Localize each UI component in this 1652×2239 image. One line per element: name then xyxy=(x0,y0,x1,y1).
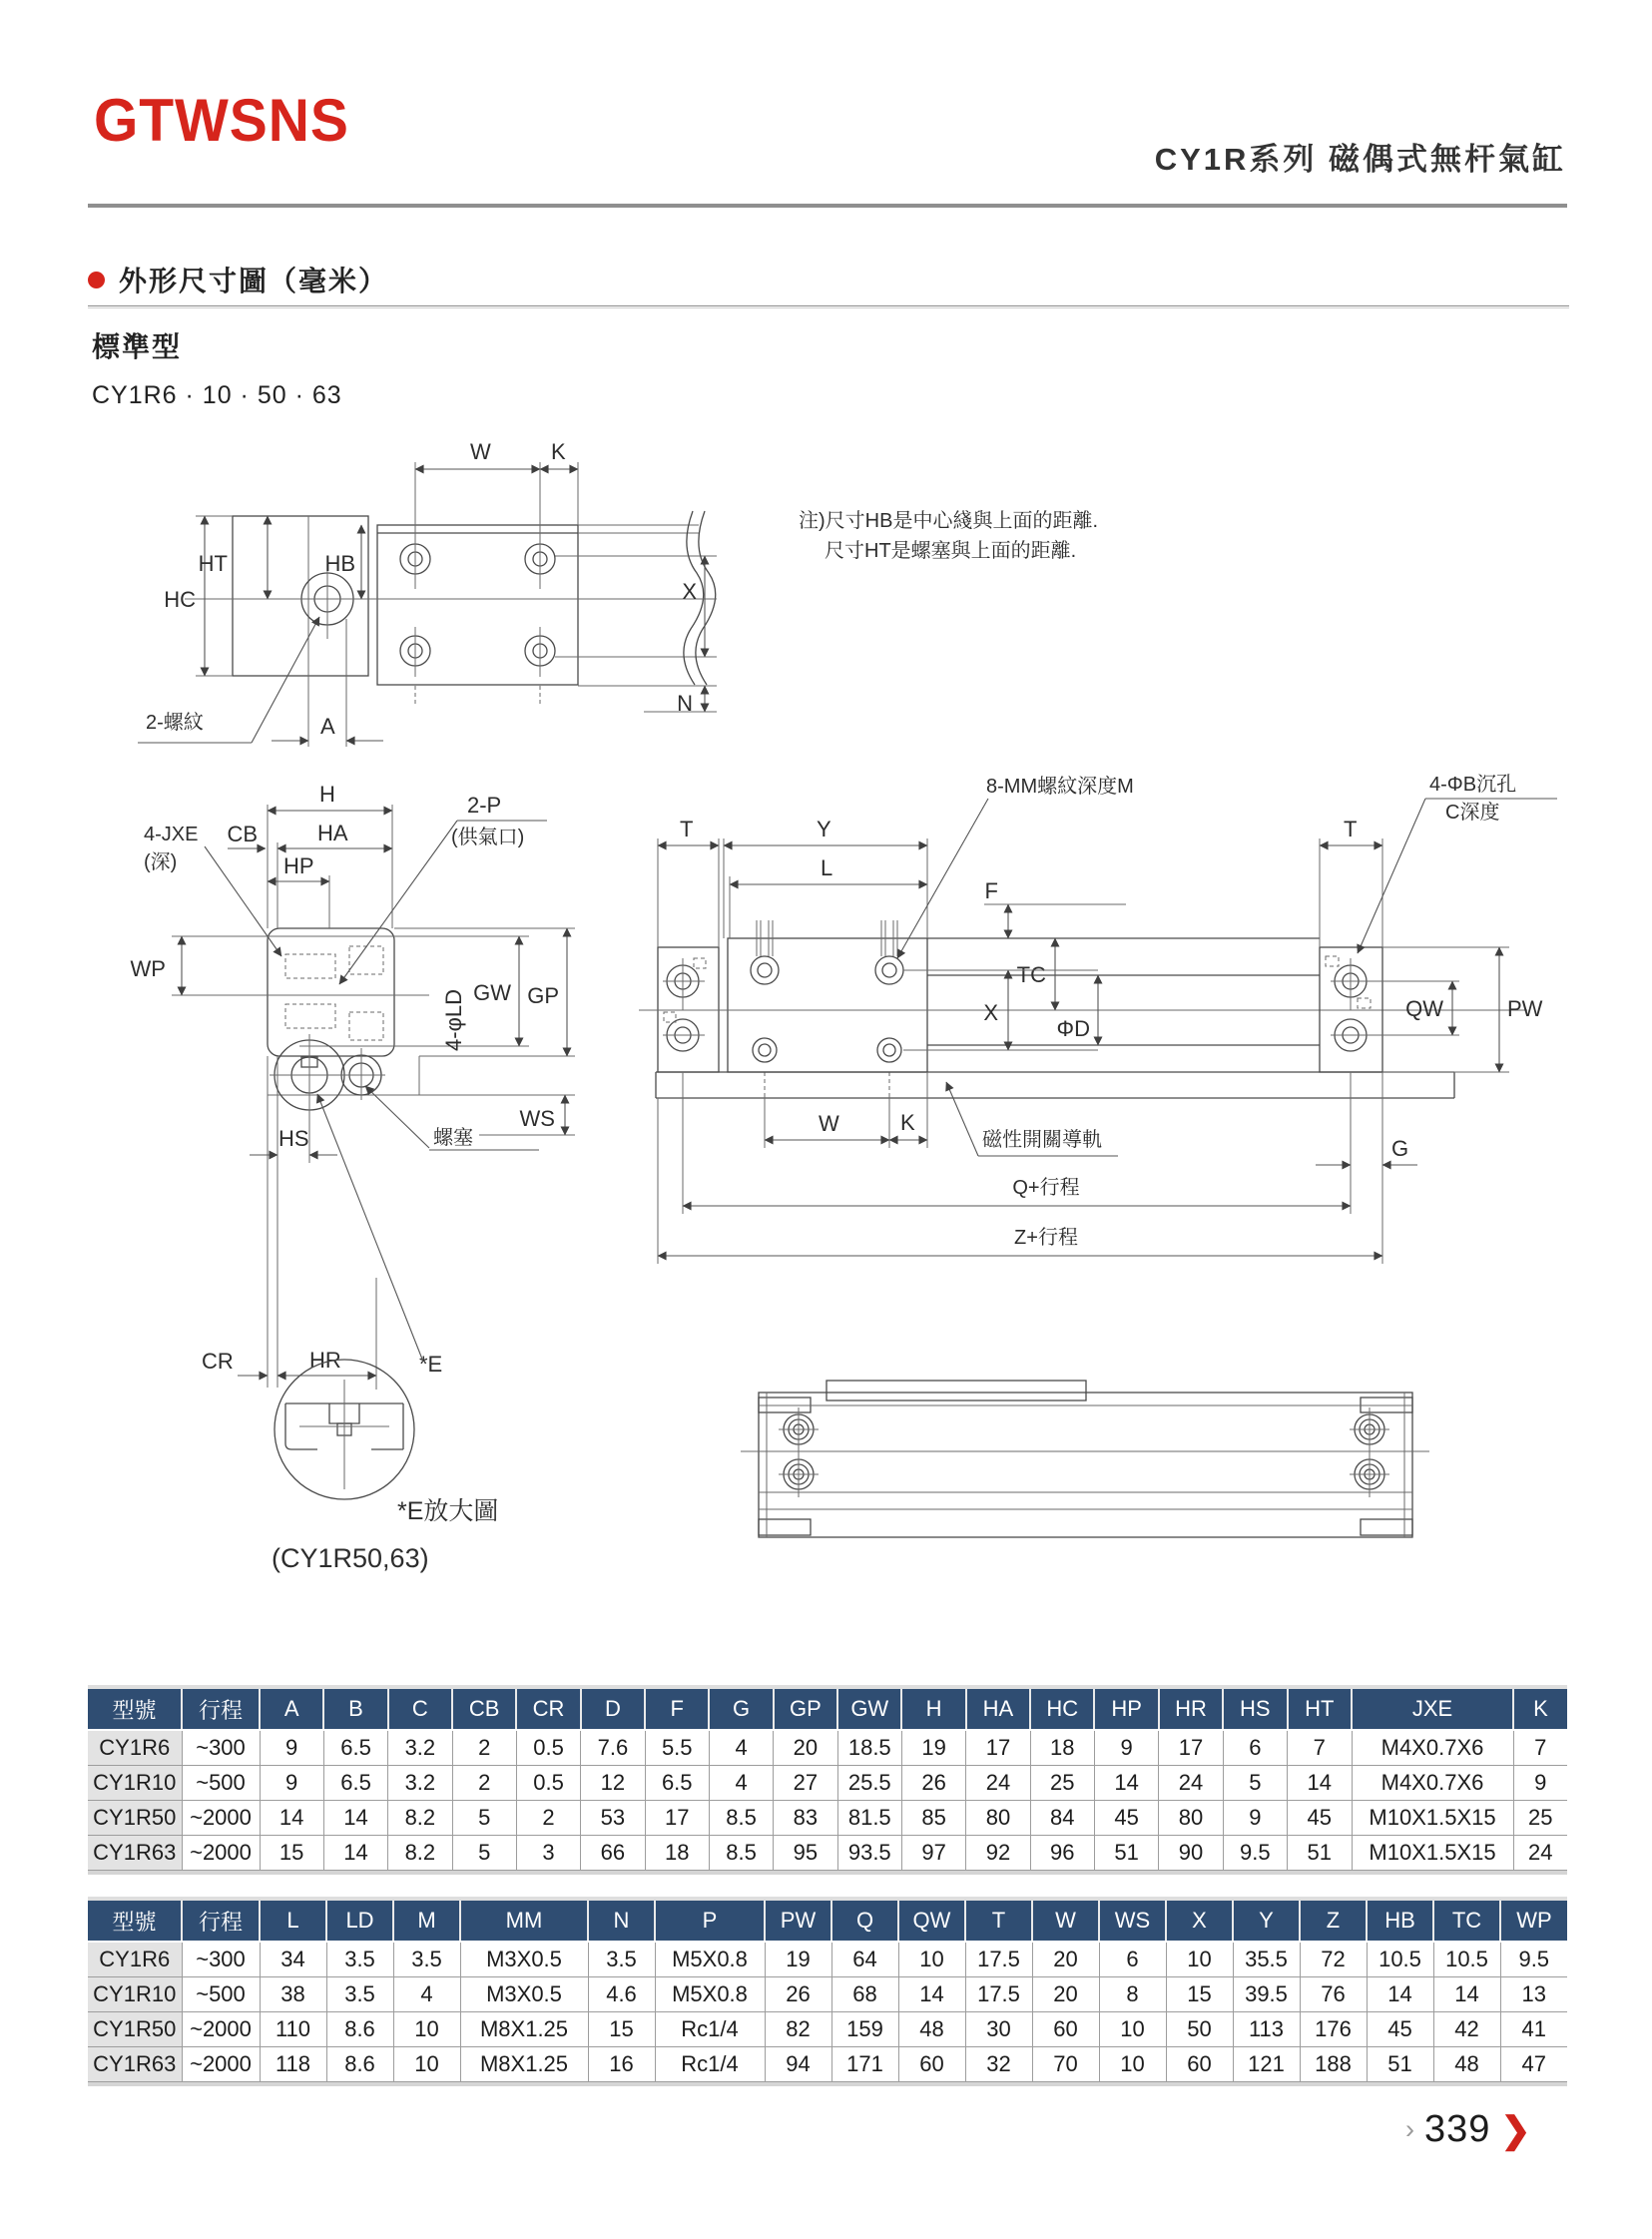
dim-hs: HS xyxy=(278,1126,309,1151)
value-cell: 53 xyxy=(581,1801,645,1836)
column-header: P xyxy=(655,1901,765,1942)
value-cell: 60 xyxy=(1032,2012,1099,2047)
value-cell: 35.5 xyxy=(1233,1942,1300,1977)
column-header: 行程 xyxy=(182,1901,260,1942)
value-cell: 25 xyxy=(1513,1801,1567,1836)
next-chevron-icon: ❯ xyxy=(1500,2108,1531,2150)
port-callout: 2-P xyxy=(467,793,502,818)
column-header: H xyxy=(901,1689,965,1730)
value-cell: M8X1.25 xyxy=(460,2047,588,2082)
value-cell: 51 xyxy=(1094,1836,1158,1871)
table1-header-row xyxy=(88,1689,1567,1730)
value-cell: 24 xyxy=(966,1766,1030,1801)
value-cell: 0.5 xyxy=(516,1766,580,1801)
value-cell: 6.5 xyxy=(645,1766,709,1801)
column-header: X xyxy=(1166,1901,1233,1942)
value-cell: M10X1.5X15 xyxy=(1352,1836,1513,1871)
column-header: PW xyxy=(765,1901,831,1942)
value-cell: 8.2 xyxy=(388,1836,452,1871)
value-cell: 17 xyxy=(645,1801,709,1836)
value-cell: 5.5 xyxy=(645,1730,709,1766)
column-header: N xyxy=(588,1901,655,1942)
value-cell: 51 xyxy=(1367,2047,1433,2082)
prev-chevron-icon: › xyxy=(1405,2114,1414,2144)
column-header: T xyxy=(965,1901,1032,1942)
value-cell: 9 xyxy=(1094,1730,1158,1766)
top-view-drawing xyxy=(138,439,1098,747)
value-cell: 7.6 xyxy=(581,1730,645,1766)
value-cell: 66 xyxy=(581,1836,645,1871)
value-cell: 94 xyxy=(765,2047,831,2082)
value-cell: 7 xyxy=(1288,1730,1353,1766)
table-row xyxy=(88,1977,1567,2012)
column-header: QW xyxy=(898,1901,965,1942)
value-cell: 84 xyxy=(1030,1801,1094,1836)
dimension-table-1-wrap xyxy=(88,1685,1567,1875)
dim-gp: GP xyxy=(527,983,559,1008)
column-header: HB xyxy=(1367,1901,1433,1942)
value-cell: 39.5 xyxy=(1233,1977,1300,2012)
value-cell: 68 xyxy=(831,1977,898,2012)
value-cell: 19 xyxy=(901,1730,965,1766)
value-cell: 26 xyxy=(765,1977,831,2012)
dim-k-side: K xyxy=(900,1110,915,1135)
value-cell: 81.5 xyxy=(837,1801,901,1836)
model-list: CY1R6 · 10 · 50 · 63 xyxy=(92,381,342,409)
value-cell: 95 xyxy=(774,1836,837,1871)
value-cell: 6.5 xyxy=(323,1766,387,1801)
value-cell: 34 xyxy=(260,1942,326,1977)
dimension-table-2-wrap xyxy=(88,1897,1567,2086)
value-cell: 12 xyxy=(581,1766,645,1801)
value-cell: 80 xyxy=(1159,1801,1223,1836)
dim-t-right: T xyxy=(1344,817,1358,841)
value-cell: 171 xyxy=(831,2047,898,2082)
dim-h: H xyxy=(319,782,335,807)
value-cell: 15 xyxy=(260,1836,323,1871)
dim-hp: HP xyxy=(283,853,314,878)
dim-w: W xyxy=(470,439,491,464)
model-cell: CY1R50 xyxy=(88,1801,182,1836)
plug-callout: 螺塞 xyxy=(433,1127,473,1149)
value-cell: 20 xyxy=(1032,1977,1099,2012)
dim-g: G xyxy=(1391,1136,1409,1161)
value-cell: 4 xyxy=(393,1977,460,2012)
value-cell: 121 xyxy=(1233,2047,1300,2082)
value-cell: 17.5 xyxy=(965,1977,1032,2012)
value-cell: 70 xyxy=(1032,2047,1099,2082)
dim-hc: HC xyxy=(164,587,196,612)
value-cell: 18 xyxy=(1030,1730,1094,1766)
column-header: Y xyxy=(1233,1901,1300,1942)
value-cell: 45 xyxy=(1288,1801,1353,1836)
value-cell: 159 xyxy=(831,2012,898,2047)
value-cell: 27 xyxy=(774,1766,837,1801)
value-cell: 6 xyxy=(1099,1942,1166,1977)
value-cell: 10 xyxy=(1099,2047,1166,2082)
value-cell: 96 xyxy=(1030,1836,1094,1871)
value-cell: 4 xyxy=(709,1730,773,1766)
dim-dia-d: ΦD xyxy=(1056,1016,1090,1041)
note-line-2: 尺寸HT是螺塞與上面的距離. xyxy=(825,540,1077,562)
column-header: F xyxy=(645,1689,709,1730)
value-cell: ~2000 xyxy=(182,2012,260,2047)
value-cell: 17 xyxy=(966,1730,1030,1766)
value-cell: 80 xyxy=(966,1801,1030,1836)
value-cell: 6.5 xyxy=(323,1730,387,1766)
column-header: CB xyxy=(452,1689,516,1730)
plan-view-drawing xyxy=(741,1381,1429,1537)
value-cell: 45 xyxy=(1094,1801,1158,1836)
value-cell: Rc1/4 xyxy=(655,2012,765,2047)
value-cell: 26 xyxy=(901,1766,965,1801)
dim-n: N xyxy=(677,691,693,716)
value-cell: 16 xyxy=(588,2047,655,2082)
value-cell: 90 xyxy=(1159,1836,1223,1871)
dim-pw: PW xyxy=(1507,996,1543,1021)
dim-t-left: T xyxy=(680,817,694,841)
value-cell: 45 xyxy=(1367,2012,1433,2047)
column-header: HA xyxy=(966,1689,1030,1730)
model-cell: CY1R6 xyxy=(88,1730,182,1766)
value-cell: ~300 xyxy=(182,1942,260,1977)
dim-w-side: W xyxy=(819,1111,839,1136)
value-cell: 3.2 xyxy=(388,1730,452,1766)
dim-x-side: X xyxy=(983,1000,998,1025)
value-cell: 14 xyxy=(1367,1977,1433,2012)
table-row xyxy=(88,1730,1567,1766)
model-cell: CY1R10 xyxy=(88,1766,182,1801)
value-cell: 8.6 xyxy=(326,2012,393,2047)
dim-l: L xyxy=(821,855,833,880)
value-cell: 18 xyxy=(645,1836,709,1871)
column-header: 型號 xyxy=(88,1901,182,1942)
value-cell: 60 xyxy=(898,2047,965,2082)
value-cell: 5 xyxy=(452,1836,516,1871)
e-detail-caption: *E放大圖 xyxy=(397,1497,499,1525)
port-callout-sub: (供氣口) xyxy=(451,827,525,848)
table-row xyxy=(88,2047,1567,2082)
value-cell: 14 xyxy=(1288,1766,1353,1801)
e-detail-drawing xyxy=(272,1360,498,1573)
dim-wp: WP xyxy=(130,956,166,981)
value-cell: 9.5 xyxy=(1500,1942,1567,1977)
model-cell: CY1R6 xyxy=(88,1942,182,1977)
model-cell: CY1R63 xyxy=(88,2047,182,2082)
e-detail-models: (CY1R50,63) xyxy=(272,1543,429,1573)
value-cell: 41 xyxy=(1500,2012,1567,2047)
dimension-table-2 xyxy=(88,1901,1567,2082)
value-cell: ~2000 xyxy=(182,2047,260,2082)
value-cell: 15 xyxy=(1166,1977,1233,2012)
value-cell: 9 xyxy=(260,1730,323,1766)
value-cell: M8X1.25 xyxy=(460,2012,588,2047)
value-cell: 14 xyxy=(260,1801,323,1836)
value-cell: 3.5 xyxy=(588,1942,655,1977)
value-cell: 176 xyxy=(1300,2012,1367,2047)
value-cell: 51 xyxy=(1288,1836,1353,1871)
column-header: Q xyxy=(831,1901,898,1942)
value-cell: 76 xyxy=(1300,1977,1367,2012)
value-cell: 14 xyxy=(323,1836,387,1871)
value-cell: 20 xyxy=(1032,1942,1099,1977)
value-cell: 8.5 xyxy=(709,1836,773,1871)
value-cell: 93.5 xyxy=(837,1836,901,1871)
column-header: GW xyxy=(837,1689,901,1730)
dim-gw: GW xyxy=(473,980,511,1005)
dim-cb: CB xyxy=(227,822,258,846)
side-view-drawing xyxy=(639,773,1557,1264)
column-header: 型號 xyxy=(88,1689,182,1730)
value-cell: 14 xyxy=(898,1977,965,2012)
value-cell: 64 xyxy=(831,1942,898,1977)
value-cell: 3.5 xyxy=(326,1942,393,1977)
value-cell: 17 xyxy=(1159,1730,1223,1766)
value-cell: 3.5 xyxy=(326,1977,393,2012)
value-cell: Rc1/4 xyxy=(655,2047,765,2082)
dim-qw: QW xyxy=(1405,996,1443,1021)
value-cell: 3 xyxy=(516,1836,580,1871)
table2-header-row xyxy=(88,1901,1567,1942)
value-cell: 113 xyxy=(1233,2012,1300,2047)
value-cell: 10 xyxy=(393,2047,460,2082)
value-cell: 2 xyxy=(452,1766,516,1801)
column-header: MM xyxy=(460,1901,588,1942)
column-header: W xyxy=(1032,1901,1099,1942)
section-title: 外形尺寸圖（毫米） xyxy=(119,266,389,296)
column-header: HR xyxy=(1159,1689,1223,1730)
value-cell: M5X0.8 xyxy=(655,1977,765,2012)
value-cell: 97 xyxy=(901,1836,965,1871)
value-cell: 48 xyxy=(898,2012,965,2047)
value-cell: 9 xyxy=(260,1766,323,1801)
dim-z-stroke: Z+行程 xyxy=(1014,1227,1078,1249)
value-cell: 5 xyxy=(452,1801,516,1836)
column-header: WS xyxy=(1099,1901,1166,1942)
value-cell: 8.5 xyxy=(709,1801,773,1836)
page-number: 339 xyxy=(1424,2108,1491,2150)
dim-x: X xyxy=(682,579,697,604)
table-row xyxy=(88,2012,1567,2047)
value-cell: 10 xyxy=(1099,2012,1166,2047)
value-cell: M5X0.8 xyxy=(655,1942,765,1977)
value-cell: 92 xyxy=(966,1836,1030,1871)
dim-tc: TC xyxy=(1016,962,1046,987)
e-ref-label: *E xyxy=(419,1352,443,1377)
value-cell: 42 xyxy=(1433,2012,1500,2047)
value-cell: ~500 xyxy=(182,1977,260,2012)
value-cell: ~300 xyxy=(182,1730,260,1766)
value-cell: 4.6 xyxy=(588,1977,655,2012)
value-cell: ~2000 xyxy=(182,1801,260,1836)
dim-ha: HA xyxy=(317,821,348,845)
table-row xyxy=(88,1942,1567,1977)
dim-cr: CR xyxy=(202,1349,234,1374)
column-header: M xyxy=(393,1901,460,1942)
type-subtitle: 標準型 xyxy=(92,331,183,362)
dim-q-stroke: Q+行程 xyxy=(1012,1177,1080,1199)
dim-hr: HR xyxy=(309,1348,341,1373)
dim-k: K xyxy=(551,439,566,464)
column-header: C xyxy=(388,1689,452,1730)
value-cell: 13 xyxy=(1500,1977,1567,2012)
value-cell: 7 xyxy=(1513,1730,1567,1766)
table-row xyxy=(88,1801,1567,1836)
counterbore-depth: C深度 xyxy=(1445,802,1500,824)
column-header: A xyxy=(260,1689,323,1730)
dim-ht: HT xyxy=(198,551,228,576)
table-row xyxy=(88,1836,1567,1871)
value-cell: 25 xyxy=(1030,1766,1094,1801)
dim-a: A xyxy=(320,714,335,739)
value-cell: 188 xyxy=(1300,2047,1367,2082)
column-header: HP xyxy=(1094,1689,1158,1730)
end-view-drawing xyxy=(131,782,575,1390)
model-cell: CY1R63 xyxy=(88,1836,182,1871)
value-cell: 82 xyxy=(765,2012,831,2047)
page-footer xyxy=(1405,2108,1531,2151)
value-cell: 50 xyxy=(1166,2012,1233,2047)
value-cell: 10.5 xyxy=(1433,1942,1500,1977)
value-cell: 110 xyxy=(260,2012,326,2047)
column-header: Z xyxy=(1300,1901,1367,1942)
column-header: G xyxy=(709,1689,773,1730)
value-cell: M3X0.5 xyxy=(460,1977,588,2012)
value-cell: 2 xyxy=(516,1801,580,1836)
value-cell: 25.5 xyxy=(837,1766,901,1801)
value-cell: 14 xyxy=(1094,1766,1158,1801)
value-cell: 15 xyxy=(588,2012,655,2047)
value-cell: 48 xyxy=(1433,2047,1500,2082)
column-header: D xyxy=(581,1689,645,1730)
column-header: L xyxy=(260,1901,326,1942)
jxe-callout-depth: (深) xyxy=(144,851,178,873)
value-cell: 3.5 xyxy=(393,1942,460,1977)
value-cell: 32 xyxy=(965,2047,1032,2082)
value-cell: M4X0.7X6 xyxy=(1352,1730,1513,1766)
product-series-title: CY1R系列 磁偶式無杆氣缸 xyxy=(1154,142,1566,177)
column-header: JXE xyxy=(1352,1689,1513,1730)
column-header: WP xyxy=(1500,1901,1567,1942)
column-header: CR xyxy=(516,1689,580,1730)
column-header: B xyxy=(323,1689,387,1730)
value-cell: M3X0.5 xyxy=(460,1942,588,1977)
value-cell: 5 xyxy=(1223,1766,1287,1801)
value-cell: 3.2 xyxy=(388,1766,452,1801)
value-cell: 10 xyxy=(1166,1942,1233,1977)
mm-thread-callout: 8-MM螺紋深度M xyxy=(986,776,1134,798)
column-header: 行程 xyxy=(182,1689,260,1730)
value-cell: 24 xyxy=(1159,1766,1223,1801)
value-cell: 14 xyxy=(1433,1977,1500,2012)
value-cell: M4X0.7X6 xyxy=(1352,1766,1513,1801)
value-cell: 38 xyxy=(260,1977,326,2012)
dim-ws: WS xyxy=(519,1106,555,1131)
column-header: TC xyxy=(1433,1901,1500,1942)
column-header: HS xyxy=(1223,1689,1287,1730)
value-cell: 19 xyxy=(765,1942,831,1977)
switch-rail-callout: 磁性開關導軌 xyxy=(982,1129,1102,1151)
value-cell: ~500 xyxy=(182,1766,260,1801)
value-cell: 9 xyxy=(1513,1766,1567,1801)
value-cell: 8 xyxy=(1099,1977,1166,2012)
value-cell: 14 xyxy=(323,1801,387,1836)
value-cell: 24 xyxy=(1513,1836,1567,1871)
column-header: HT xyxy=(1288,1689,1353,1730)
value-cell: 72 xyxy=(1300,1942,1367,1977)
dimension-table-1 xyxy=(88,1689,1567,1871)
model-cell: CY1R50 xyxy=(88,2012,182,2047)
value-cell: 9 xyxy=(1223,1801,1287,1836)
dim-y: Y xyxy=(817,817,831,841)
value-cell: 8.2 xyxy=(388,1801,452,1836)
value-cell: 6 xyxy=(1223,1730,1287,1766)
column-header: GP xyxy=(774,1689,837,1730)
note-line-1: 注)尺寸HB是中心綫與上面的距離. xyxy=(799,510,1098,532)
table-row xyxy=(88,1766,1567,1801)
value-cell: 47 xyxy=(1500,2047,1567,2082)
brand-logo: GTWSNS xyxy=(94,87,349,154)
value-cell: 10 xyxy=(898,1942,965,1977)
value-cell: 9.5 xyxy=(1223,1836,1287,1871)
value-cell: 17.5 xyxy=(965,1942,1032,1977)
value-cell: 30 xyxy=(965,2012,1032,2047)
value-cell: 83 xyxy=(774,1801,837,1836)
value-cell: 85 xyxy=(901,1801,965,1836)
thread-callout: 2-螺紋 xyxy=(146,712,204,734)
value-cell: 8.6 xyxy=(326,2047,393,2082)
dim-ld: 4-φLD xyxy=(441,989,466,1051)
jxe-callout: 4-JXE xyxy=(144,824,199,845)
value-cell: 0.5 xyxy=(516,1730,580,1766)
dim-f: F xyxy=(984,878,998,903)
value-cell: ~2000 xyxy=(182,1836,260,1871)
value-cell: 4 xyxy=(709,1766,773,1801)
value-cell: 20 xyxy=(774,1730,837,1766)
value-cell: 2 xyxy=(452,1730,516,1766)
dim-hb: HB xyxy=(324,551,355,576)
value-cell: 60 xyxy=(1166,2047,1233,2082)
counterbore-callout: 4-ΦB沉孔 xyxy=(1429,774,1517,796)
value-cell: 118 xyxy=(260,2047,326,2082)
column-header: K xyxy=(1513,1689,1567,1730)
value-cell: 10 xyxy=(393,2012,460,2047)
value-cell: 18.5 xyxy=(837,1730,901,1766)
value-cell: 10.5 xyxy=(1367,1942,1433,1977)
model-cell: CY1R10 xyxy=(88,1977,182,2012)
column-header: HC xyxy=(1030,1689,1094,1730)
column-header: LD xyxy=(326,1901,393,1942)
value-cell: M10X1.5X15 xyxy=(1352,1801,1513,1836)
